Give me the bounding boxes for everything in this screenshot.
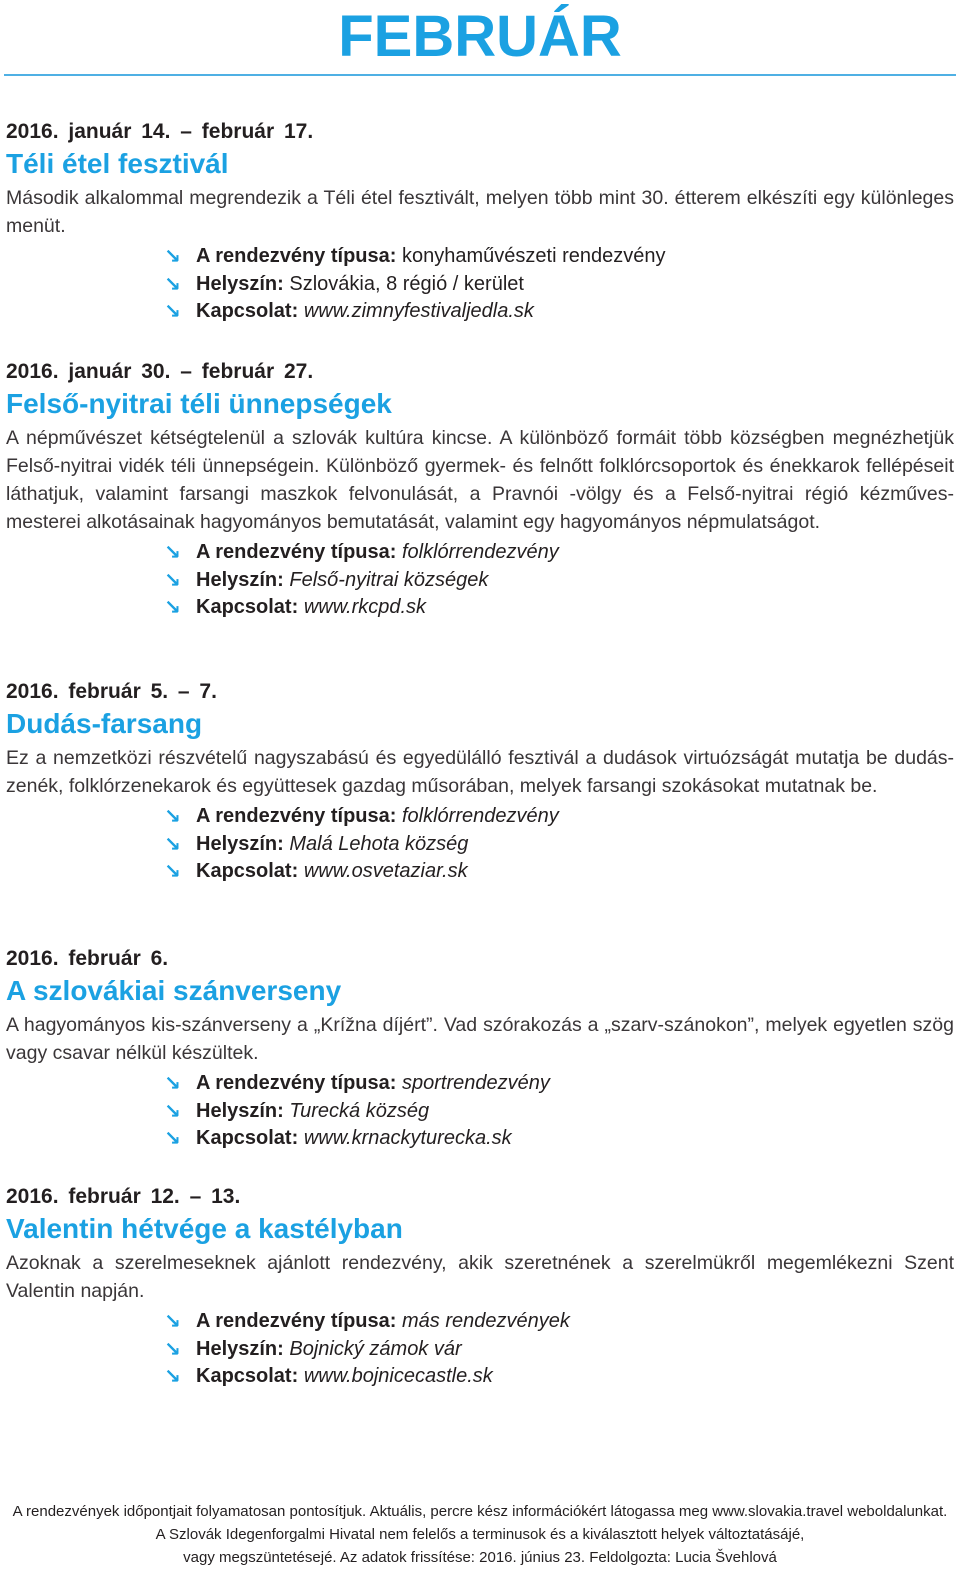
arrow-down-right-icon: ↘ xyxy=(164,1311,181,1333)
event-website-link[interactable]: www.osvetaziar.sk xyxy=(303,860,468,883)
event-title: Téli étel fesztivál xyxy=(6,148,229,179)
event-list xyxy=(6,118,954,1403)
event-contact-row: ↘ Kapcsolat: www.bojnicecastle.sk xyxy=(6,1363,954,1391)
event-title: Dudás-farsang xyxy=(6,708,203,739)
event-date: 2016. január 30. – február 27. xyxy=(6,360,314,383)
event-place-row: ↘ Helyszín: Felső-nyitrai községek xyxy=(6,567,954,595)
event-website-link[interactable]: www.krnackyturecka.sk xyxy=(303,1127,512,1150)
event-contact-row: ↘ Kapcsolat: www.osvetaziar.sk xyxy=(6,858,954,886)
event-website-link[interactable]: www.bojnicecastle.sk xyxy=(303,1365,493,1388)
page-title: FEBRUÁR xyxy=(338,4,622,69)
arrow-down-right-icon: ↘ xyxy=(164,1128,181,1151)
event-title: A szlovákiai szánverseny xyxy=(6,975,342,1006)
arrow-down-right-icon: ↘ xyxy=(164,1073,181,1095)
event-type-row: ↘ A rendezvény típusa: folklórrendezvény xyxy=(6,803,954,831)
event-item xyxy=(6,945,954,1183)
arrow-down-right-icon: ↘ xyxy=(164,542,181,564)
event-details xyxy=(6,539,954,622)
arrow-down-right-icon: ↘ xyxy=(164,301,181,324)
footer-line: vagy megszüntetésejé. Az adatok frissítése: 2016. június 23. Feldolgozta: Lucia Švehlová xyxy=(183,1549,777,1566)
arrow-down-right-icon: ↘ xyxy=(164,246,181,268)
event-contact-row: ↘ Kapcsolat: www.zimnyfestivaljedla.sk xyxy=(6,298,954,326)
event-website-link[interactable]: www.rkcpd.sk xyxy=(303,596,427,619)
event-contact-row: ↘ Kapcsolat: www.krnackyturecka.sk xyxy=(6,1125,954,1153)
event-details xyxy=(6,1070,954,1153)
event-date: 2016. január 14. – február 17. xyxy=(6,120,314,143)
event-type-row: ↘ A rendezvény típusa: más rendezvények xyxy=(6,1308,954,1336)
event-contact-row: ↘ Kapcsolat: www.rkcpd.sk xyxy=(6,594,954,622)
event-place-row: ↘ Helyszín: Turecká község xyxy=(6,1098,954,1126)
event-title: Felső-nyitrai téli ünnepségek xyxy=(6,388,392,419)
arrow-down-right-icon: ↘ xyxy=(164,806,181,828)
event-date: 2016. február 5. – 7. xyxy=(6,680,217,703)
arrow-down-right-icon: ↘ xyxy=(164,1366,181,1389)
event-date: 2016. február 6. xyxy=(6,947,169,970)
event-type-row: ↘ A rendezvény típusa: konyhaművészeti rendezvény xyxy=(6,243,954,271)
footer-line: A rendezvények időpontjait folyamatosan pontosítjuk. Aktuális, percre kész információkért látogassa meg www.slovakia.travel weboldalunkat. xyxy=(12,1503,948,1520)
event-place-row: ↘ Helyszín: Bojnický zámok vár xyxy=(6,1336,954,1364)
event-type-row: ↘ A rendezvény típusa: folklórrendezvény xyxy=(6,539,954,567)
event-description: A hagyományos kis-szánverseny a „Krížna díjért”. Vad szórakozás a „szarv-szánokon”, melyek egyetlen szög vagy csavar nélkül készültek. xyxy=(6,1014,954,1064)
page-footer xyxy=(0,1500,960,1569)
event-website-link[interactable]: www.zimnyfestivaljedla.sk xyxy=(303,300,534,323)
arrow-down-right-icon: ↘ xyxy=(164,1100,181,1123)
arrow-down-right-icon: ↘ xyxy=(164,833,181,856)
event-details xyxy=(6,1308,954,1391)
arrow-down-right-icon: ↘ xyxy=(164,569,181,592)
event-details xyxy=(6,243,954,326)
event-item xyxy=(6,358,954,678)
event-item xyxy=(6,1183,954,1403)
arrow-down-right-icon: ↘ xyxy=(164,861,181,884)
event-item xyxy=(6,118,954,358)
title-divider xyxy=(4,74,956,76)
footer-line: A Szlovák Idegenforgalmi Hivatal nem felelős a terminusok és a kiválasztott helyek változtatásájé, xyxy=(155,1526,805,1543)
event-place-row: ↘ Helyszín: Malá Lehota község xyxy=(6,831,954,859)
event-description: Második alkalommal megrendezik a Téli étel fesztivált, melyen több mint 30. étterem elkészíti egy különleges menüt. xyxy=(6,187,954,237)
event-description: Ez a nemzetközi részvételű nagyszabású és egyedülálló fesztivál a dudások virtuózságát mutatja be dudás-zenék, folklórzenekarok és együttesek gazdag műsorában, melyek farsangi szokásokat mutatnak be. xyxy=(6,747,954,797)
event-place-row: ↘ Helyszín: Szlovákia, 8 régió / kerület xyxy=(6,271,954,299)
event-item xyxy=(6,678,954,945)
event-date: 2016. február 12. – 13. xyxy=(6,1185,241,1208)
event-details xyxy=(6,803,954,886)
arrow-down-right-icon: ↘ xyxy=(164,597,181,620)
event-type-row: ↘ A rendezvény típusa: sportrendezvény xyxy=(6,1070,954,1098)
arrow-down-right-icon: ↘ xyxy=(164,1338,181,1361)
event-description: A népművészet kétségtelenül a szlovák kultúra kincse. A különböző formáit több községben megnézhetjük Felső-nyitrai vidék téli ünnepségein. Különböző gyermek- és felnőtt folklórcsoportok és énekkarok fellépéseit láthatjuk, valamint farsangi maszkok felvonulását, a Pravnói -völgy és a Felső-nyitrai régió kézműves-mesterei alkotásainak hagyományos bemutatását, valamint egy hagyományos népmulatságot. xyxy=(6,427,954,533)
event-title: Valentin hétvége a kastélyban xyxy=(6,1213,403,1244)
arrow-down-right-icon: ↘ xyxy=(164,273,181,296)
event-description: Azoknak a szerelmeseknek ajánlott rendezvény, akik szeretnének a szerelmükről megemlékezni Szent Valentin napján. xyxy=(6,1252,954,1302)
